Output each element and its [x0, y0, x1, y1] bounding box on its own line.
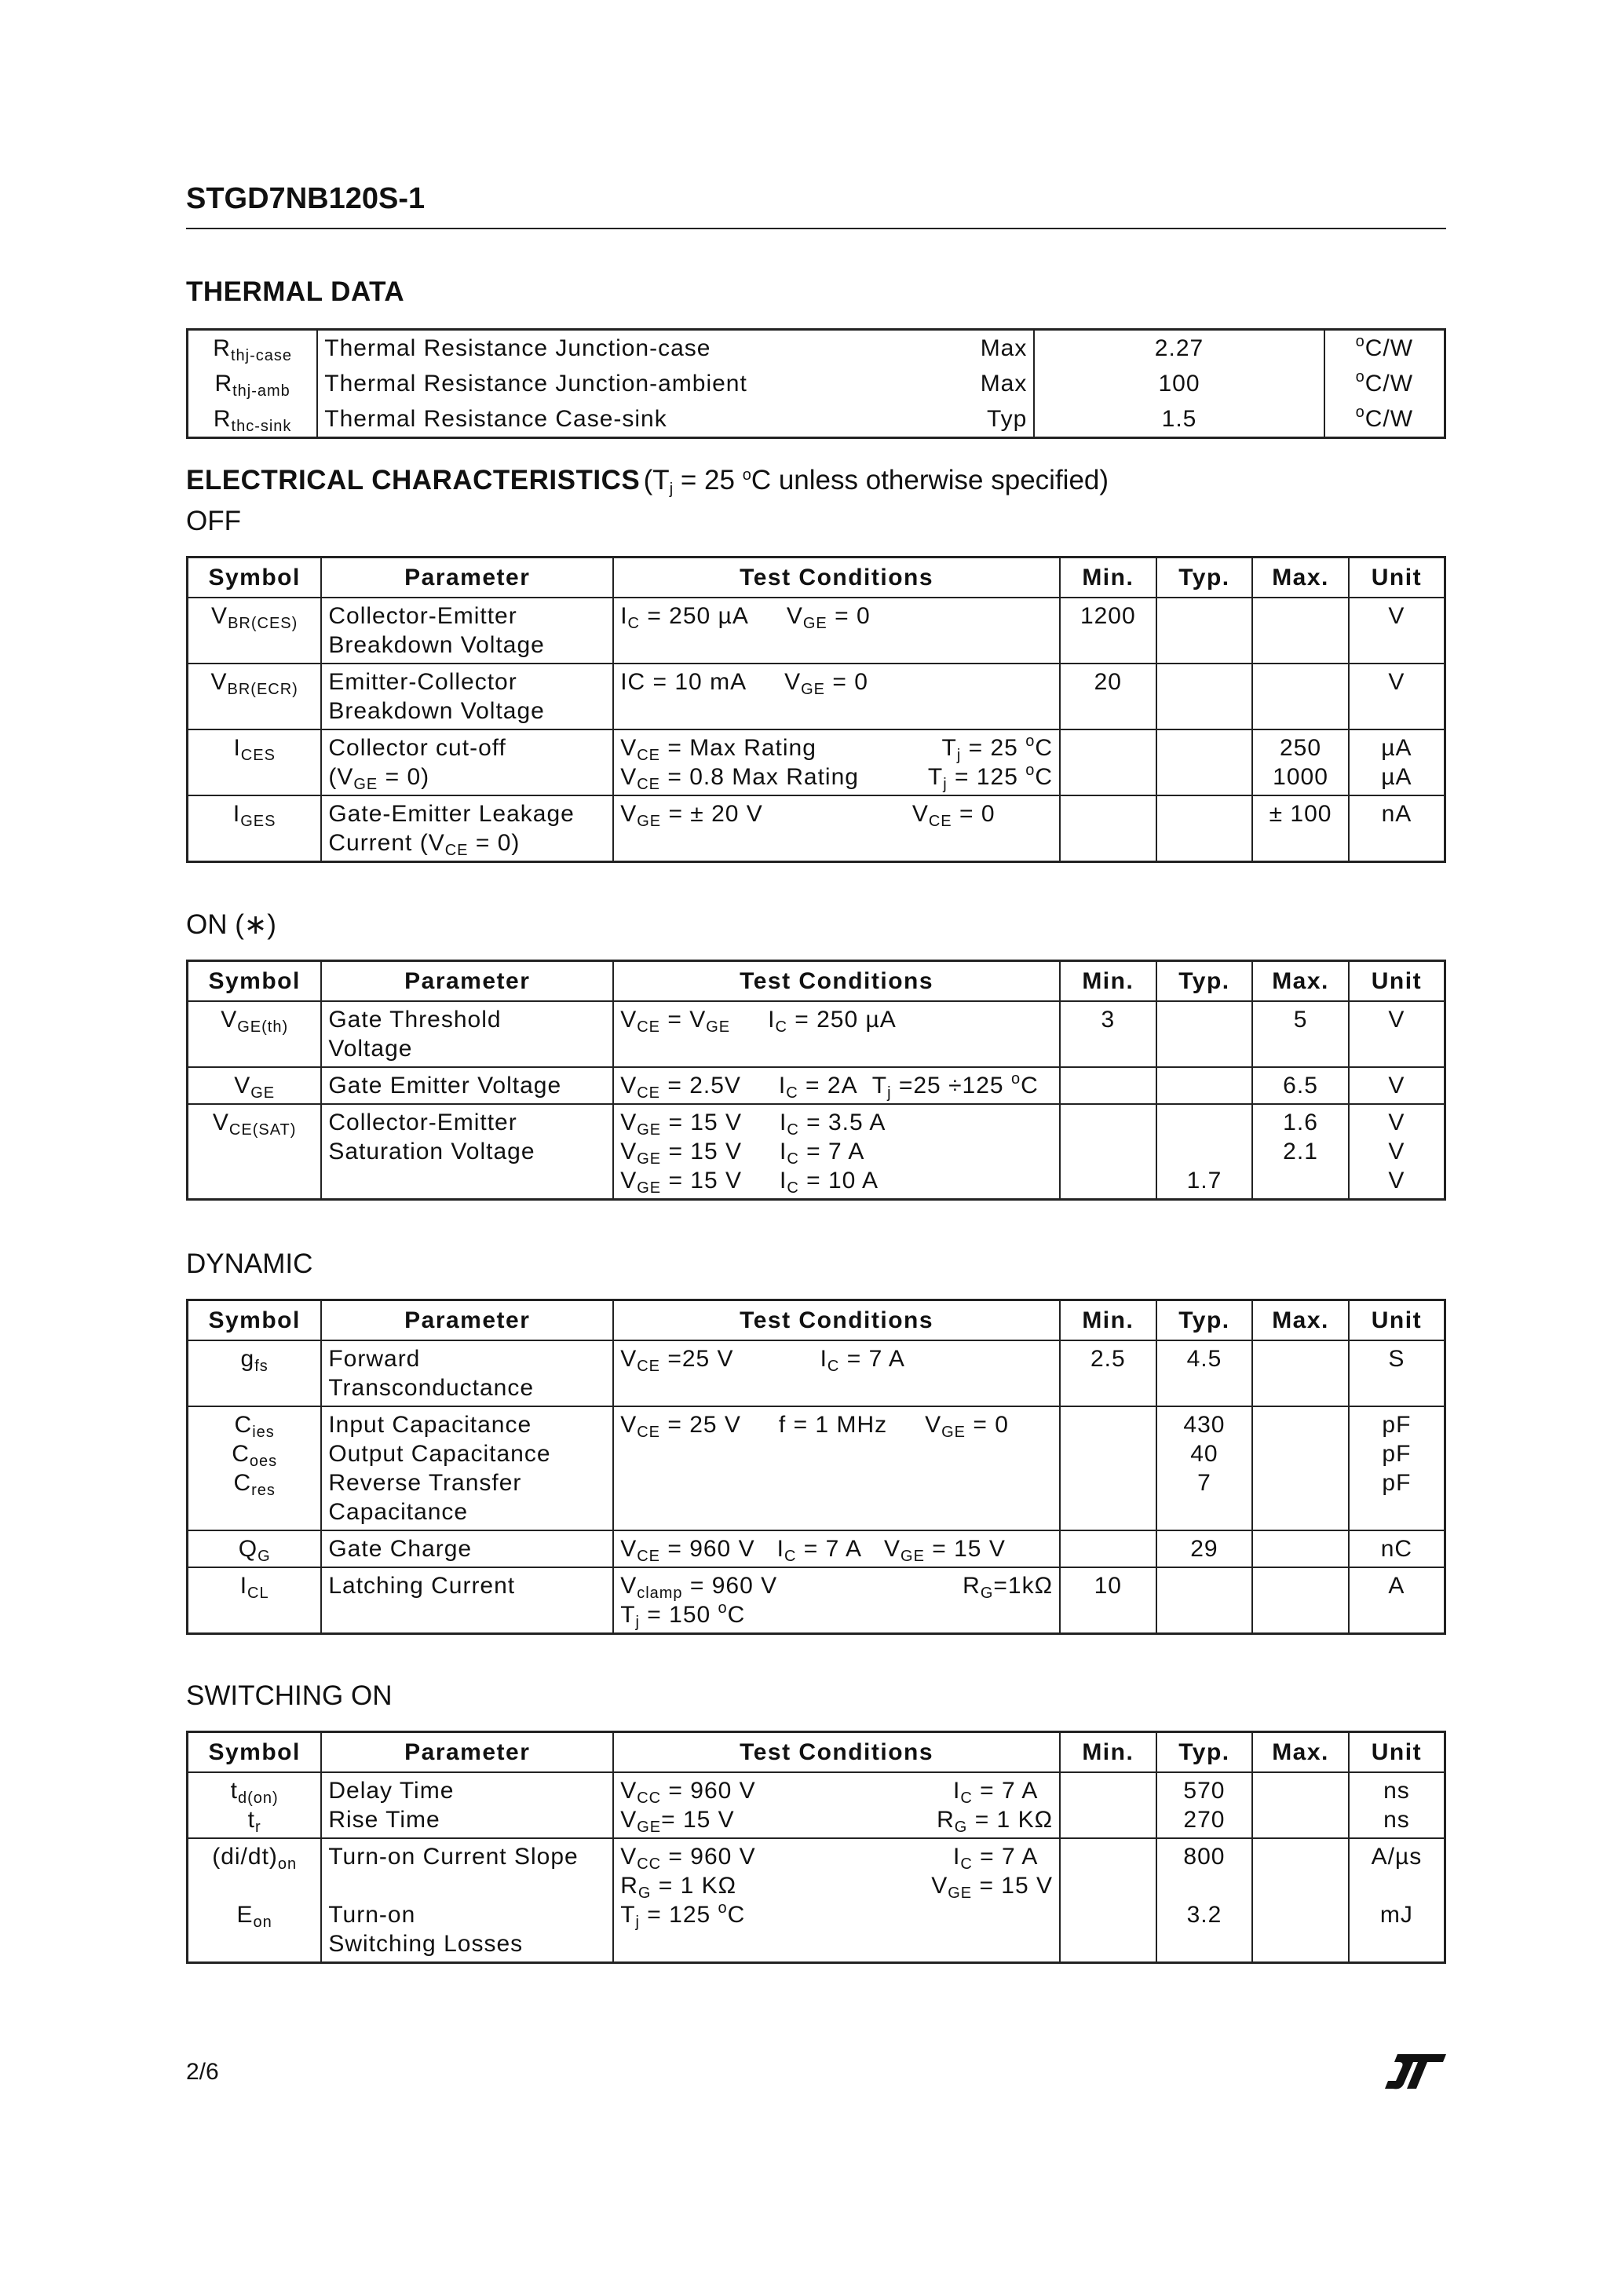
symbol-cell: $I_{CL}$: [188, 1567, 322, 1634]
symbol-cell: $(di/dt)_{on}$ $E_{on}$: [188, 1838, 322, 1963]
conditions-cell: IC = 10 mA $V_{GE} = 0$: [613, 664, 1060, 729]
min-cell: 20: [1060, 664, 1156, 729]
table-row: [188, 795, 1445, 862]
unit-cell: V: [1349, 598, 1445, 664]
document-title: STGD7NB120S-1: [186, 182, 426, 215]
conditions-cell: $V_{CE} = 25$ V f = 1 MHz $V_{GE} = 0$: [613, 1406, 1060, 1530]
table-row: [188, 1838, 1445, 1963]
min-cell: [1060, 1838, 1156, 1963]
unit-cell: ns ns: [1349, 1772, 1445, 1838]
max-cell: [1252, 1838, 1349, 1963]
parameter-cell: Gate Charge: [321, 1530, 613, 1567]
thermal-row: [188, 401, 1445, 438]
typ-cell: [1156, 729, 1253, 795]
electrical-heading: ELECTRICAL CHARACTERISTICS: [186, 465, 641, 495]
col-parameter: Parameter: [321, 1300, 613, 1341]
max-cell: ± 100: [1252, 795, 1349, 862]
parameter-cell: Turn-on Current Slope Turn-on Switching Losses: [321, 1838, 613, 1963]
thermal-row: [188, 366, 1445, 401]
symbol-cell: $V_{BR(ECR)}$: [188, 664, 322, 729]
parameter-cell: Forward Transconductance: [321, 1340, 613, 1406]
unit-cell: A: [1349, 1567, 1445, 1634]
parameter-cell: Delay Time Rise Time: [321, 1772, 613, 1838]
typ-cell: [1156, 598, 1253, 664]
symbol-cell: $V_{CE(SAT)}$: [188, 1104, 322, 1200]
col-test-conditions: Test Conditions: [613, 961, 1060, 1002]
parameter-cell: Emitter-Collector Breakdown Voltage: [321, 664, 613, 729]
min-cell: 1200: [1060, 598, 1156, 664]
typ-cell: 4.5: [1156, 1340, 1253, 1406]
conditions-cell: $V_{CC} = 960$ V $I_C = 7$ A $R_G = 1$ KΩ $V_{GE} = 15$ V $T_j = 125$ $^o$C: [613, 1838, 1060, 1963]
col-typ: Typ.: [1156, 961, 1253, 1002]
col-unit: Unit: [1349, 558, 1445, 598]
min-cell: [1060, 729, 1156, 795]
off-table: [186, 556, 1446, 863]
thermal-symbol: $R_{thc-sink}$: [213, 406, 292, 435]
table-header-row: [188, 558, 1445, 598]
unit-cell: V: [1349, 1067, 1445, 1104]
symbol-cell: $C_{ies}$ $C_{oes}$ $C_{res}$: [188, 1406, 322, 1530]
typ-cell: 430 40 7: [1156, 1406, 1253, 1530]
parameter-cell: Gate-Emitter Leakage Current $(V_{CE} = 0)$: [321, 795, 613, 862]
thermal-symbol: $R_{thj-amb}$: [214, 371, 290, 400]
table-row: [188, 1406, 1445, 1530]
table-row: [188, 729, 1445, 795]
unit-cell: nA: [1349, 795, 1445, 862]
min-cell: [1060, 1067, 1156, 1104]
col-parameter: Parameter: [321, 558, 613, 598]
typ-cell: [1156, 664, 1253, 729]
col-parameter: Parameter: [321, 961, 613, 1002]
parameter-cell: Gate Emitter Voltage: [321, 1067, 613, 1104]
col-max: Max.: [1252, 1732, 1349, 1773]
thermal-unit: $^o$C/W: [1324, 330, 1445, 367]
max-cell: [1252, 1567, 1349, 1634]
thermal-parameter: Thermal Resistance Junction-ambient Max: [317, 366, 1034, 401]
thermal-parameter: Thermal Resistance Case-sink Typ: [317, 401, 1034, 438]
col-symbol: Symbol: [188, 1732, 322, 1773]
table-row: [188, 1001, 1445, 1067]
conditions-cell: $V_{clamp} = 960$ V $R_G=1k\Omega$ $T_j = 150$ $^o$C: [613, 1567, 1060, 1634]
thermal-parameter: Thermal Resistance Junction-case Max: [317, 330, 1034, 367]
col-min: Min.: [1060, 1732, 1156, 1773]
max-cell: 1.6 2.1: [1252, 1104, 1349, 1200]
col-min: Min.: [1060, 558, 1156, 598]
min-cell: 3: [1060, 1001, 1156, 1067]
col-test-conditions: Test Conditions: [613, 1300, 1060, 1341]
parameter-cell: Input Capacitance Output Capacitance Reverse Transfer Capacitance: [321, 1406, 613, 1530]
thermal-unit: $^o$C/W: [1324, 401, 1445, 438]
unit-cell: V: [1349, 664, 1445, 729]
conditions-cell: $V_{CE}$ = Max Rating $T_j = 25$ $^o$C $V_{CE} = 0.8$ Max Rating $T_j = 125$ $^o$C: [613, 729, 1060, 795]
col-test-conditions: Test Conditions: [613, 1732, 1060, 1773]
page-number: 2/6: [186, 2059, 219, 2085]
max-cell: 6.5: [1252, 1067, 1349, 1104]
symbol-cell: $Q_G$: [188, 1530, 322, 1567]
min-cell: [1060, 1772, 1156, 1838]
unit-cell: pF pF pF: [1349, 1406, 1445, 1530]
dynamic-table: [186, 1299, 1446, 1635]
thermal-heading: THERMAL DATA: [186, 276, 405, 307]
col-unit: Unit: [1349, 1732, 1445, 1773]
table-row: [188, 1772, 1445, 1838]
max-cell: [1252, 1772, 1349, 1838]
col-max: Max.: [1252, 1300, 1349, 1341]
parameter-cell: Collector cut-off $(V_{GE} = 0)$: [321, 729, 613, 795]
max-cell: [1252, 1340, 1349, 1406]
col-symbol: Symbol: [188, 961, 322, 1002]
max-cell: [1252, 1530, 1349, 1567]
thermal-table: [186, 328, 1446, 439]
table-row: [188, 598, 1445, 664]
symbol-cell: $I_{GES}$: [188, 795, 322, 862]
title-divider: [186, 228, 1446, 229]
typ-cell: 570 270: [1156, 1772, 1253, 1838]
thermal-row: [188, 330, 1445, 367]
table-row: [188, 1104, 1445, 1200]
off-heading: OFF: [186, 506, 241, 536]
thermal-value: 100: [1034, 366, 1324, 401]
conditions-cell: $V_{CE} = V_{GE}$ $I_C = 250$ µA: [613, 1001, 1060, 1067]
col-unit: Unit: [1349, 1300, 1445, 1341]
dynamic-heading: DYNAMIC: [186, 1249, 313, 1279]
conditions-cell: $V_{CC} = 960$ V $I_C = 7$ A $V_{GE}= 15$ V $R_G = 1$ KΩ: [613, 1772, 1060, 1838]
typ-cell: [1156, 795, 1253, 862]
col-typ: Typ.: [1156, 1300, 1253, 1341]
typ-cell: 29: [1156, 1530, 1253, 1567]
conditions-cell: $V_{CE} = 2.5V$ $I_C = 2A$ $T_j =25 \div 125$ $^o$C: [613, 1067, 1060, 1104]
conditions-cell: $V_{CE} =25$ V $I_C = 7$ A: [613, 1340, 1060, 1406]
electrical-condition: ($T_j = 25$ $^o$C unless otherwise specified): [643, 465, 1109, 498]
parameter-cell: Latching Current: [321, 1567, 613, 1634]
typ-cell: [1156, 1567, 1253, 1634]
symbol-cell: $V_{BR(CES)}$: [188, 598, 322, 664]
unit-cell: S: [1349, 1340, 1445, 1406]
conditions-cell: $V_{GE} = 15$ V $I_C = 3.5$ A $V_{GE} = 15$ V $I_C = 7$ A $V_{GE} = 15$ V $I_C = 10$ A: [613, 1104, 1060, 1200]
col-typ: Typ.: [1156, 1732, 1253, 1773]
col-symbol: Symbol: [188, 1300, 322, 1341]
thermal-value: 2.27: [1034, 330, 1324, 367]
symbol-cell: $V_{GE(th)}$: [188, 1001, 322, 1067]
unit-cell: µA µA: [1349, 729, 1445, 795]
st-logo-graphic: [1383, 2051, 1448, 2092]
symbol-cell: $g_{fs}$: [188, 1340, 322, 1406]
max-cell: [1252, 1406, 1349, 1530]
thermal-unit: $^o$C/W: [1324, 366, 1445, 401]
typ-cell: 800 3.2: [1156, 1838, 1253, 1963]
symbol-cell: $V_{GE}$: [188, 1067, 322, 1104]
max-cell: 250 1000: [1252, 729, 1349, 795]
min-cell: 10: [1060, 1567, 1156, 1634]
col-min: Min.: [1060, 961, 1156, 1002]
conditions-cell: $V_{CE} = 960$ V $I_C = 7$ A $V_{GE} = 15$ V: [613, 1530, 1060, 1567]
switching-on-heading: SWITCHING ON: [186, 1680, 393, 1711]
table-row: [188, 1067, 1445, 1104]
col-min: Min.: [1060, 1300, 1156, 1341]
col-parameter: Parameter: [321, 1732, 613, 1773]
unit-cell: V V V: [1349, 1104, 1445, 1200]
table-header-row: [188, 961, 1445, 1002]
st-logo-icon: [1383, 2051, 1448, 2096]
unit-cell: V: [1349, 1001, 1445, 1067]
on-table: [186, 960, 1446, 1201]
table-header-row: [188, 1300, 1445, 1341]
table-header-row: [188, 1732, 1445, 1773]
table-row: [188, 1340, 1445, 1406]
parameter-cell: Gate Threshold Voltage: [321, 1001, 613, 1067]
table-row: [188, 1530, 1445, 1567]
on-heading: ON (∗): [186, 909, 276, 940]
min-cell: [1060, 1530, 1156, 1567]
thermal-symbol: $R_{thj-case}$: [213, 335, 292, 364]
col-unit: Unit: [1349, 961, 1445, 1002]
parameter-cell: Collector-Emitter Breakdown Voltage: [321, 598, 613, 664]
conditions-cell: $I_C = 250$ µA $V_{GE} = 0$: [613, 598, 1060, 664]
col-symbol: Symbol: [188, 558, 322, 598]
symbol-cell: $t_{d(on)}$ $t_r$: [188, 1772, 322, 1838]
col-max: Max.: [1252, 961, 1349, 1002]
unit-cell: A/µs mJ: [1349, 1838, 1445, 1963]
table-row: [188, 1567, 1445, 1634]
electrical-heading-line: [186, 465, 1109, 496]
col-typ: Typ.: [1156, 558, 1253, 598]
conditions-cell: $V_{GE}$ = ± 20 V $V_{CE} = 0$: [613, 795, 1060, 862]
typ-cell: [1156, 1067, 1253, 1104]
min-cell: [1060, 1406, 1156, 1530]
table-row: [188, 664, 1445, 729]
min-cell: 2.5: [1060, 1340, 1156, 1406]
typ-cell: 1.7: [1156, 1104, 1253, 1200]
min-cell: [1060, 1104, 1156, 1200]
max-cell: [1252, 598, 1349, 664]
parameter-cell: Collector-Emitter Saturation Voltage: [321, 1104, 613, 1200]
symbol-cell: $I_{CES}$: [188, 729, 322, 795]
col-max: Max.: [1252, 558, 1349, 598]
switching-on-table: [186, 1731, 1446, 1964]
col-test-conditions: Test Conditions: [613, 558, 1060, 598]
typ-cell: [1156, 1001, 1253, 1067]
max-cell: [1252, 664, 1349, 729]
thermal-value: 1.5: [1034, 401, 1324, 438]
max-cell: 5: [1252, 1001, 1349, 1067]
min-cell: [1060, 795, 1156, 862]
unit-cell: nC: [1349, 1530, 1445, 1567]
